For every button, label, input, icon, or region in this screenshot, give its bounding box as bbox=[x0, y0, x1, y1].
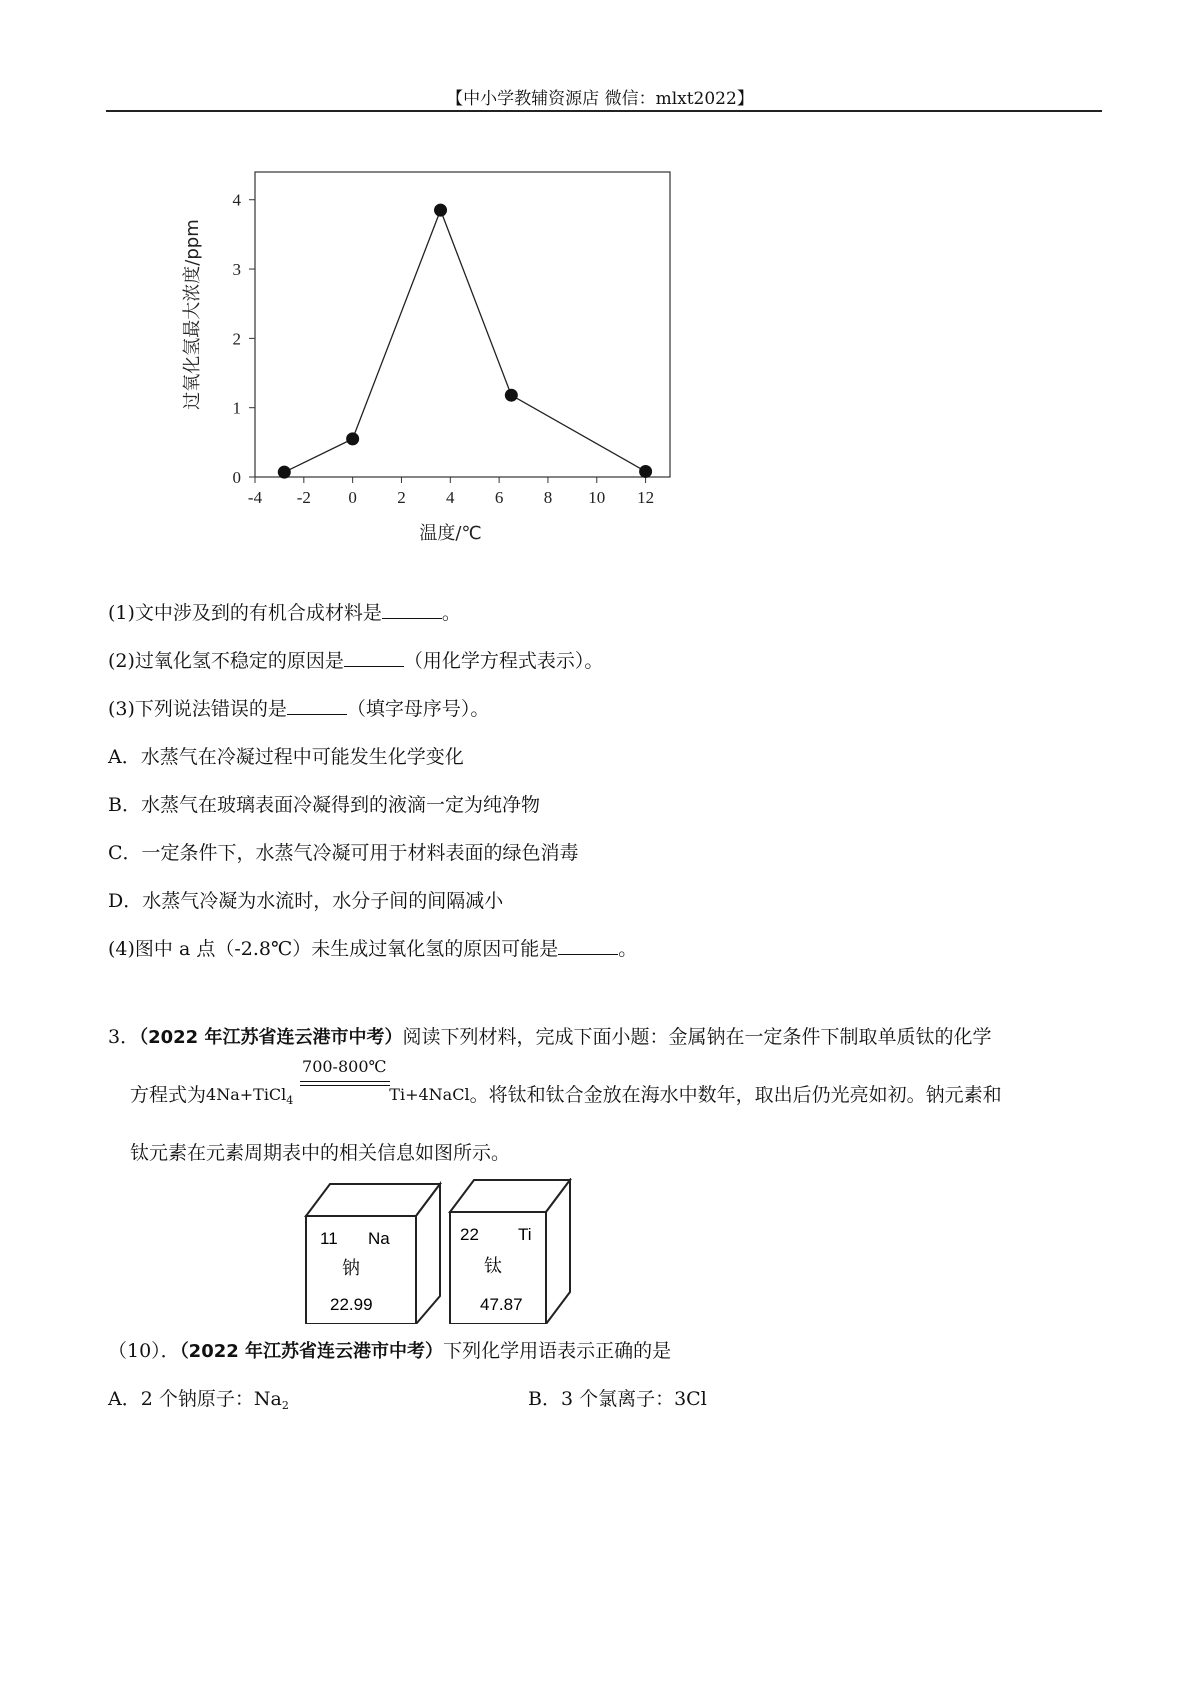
y-tick-label: 0 bbox=[232, 468, 241, 487]
data-point bbox=[639, 465, 652, 478]
x-tick-label: 4 bbox=[446, 488, 455, 507]
x-tick-label: 12 bbox=[637, 488, 655, 507]
y-tick-label: 3 bbox=[232, 260, 241, 280]
data-point bbox=[505, 389, 518, 402]
problem-text: 方程式为 bbox=[130, 1084, 207, 1106]
question-2 bbox=[108, 646, 603, 673]
header-rule bbox=[106, 110, 1102, 112]
page-header: 【中小学教辅资源店 微信：mlxt2022】 bbox=[446, 89, 754, 109]
x-tick-label: 0 bbox=[348, 488, 357, 507]
option-a: A．水蒸气在冷凝过程中可能发生化学变化 bbox=[108, 746, 464, 768]
x-axis-label: 温度/℃ bbox=[419, 523, 482, 544]
atomic-number: 11 bbox=[320, 1229, 338, 1248]
element-name: 钛 bbox=[484, 1256, 502, 1277]
question-1 bbox=[108, 598, 461, 625]
question-text: 下列化学用语表示正确的是 bbox=[443, 1340, 672, 1362]
element-symbol: Na bbox=[368, 1229, 390, 1248]
data-point bbox=[278, 466, 291, 479]
x-tick-label: -4 bbox=[247, 488, 263, 507]
option-d: D．水蒸气冷凝为水流时，水分子间的间隔减小 bbox=[108, 890, 504, 912]
chart-svg bbox=[170, 160, 690, 580]
y-tick-label: 1 bbox=[232, 398, 241, 418]
question-4-text: (4)图中 a 点（-2.8℃）未生成过氧化氢的原因可能是 bbox=[108, 938, 559, 960]
x-tick-label: 10 bbox=[588, 488, 606, 507]
y-tick-label: 2 bbox=[232, 329, 241, 349]
x-tick-label: 8 bbox=[543, 488, 553, 507]
answer-blank bbox=[287, 700, 347, 715]
element-cube-na bbox=[306, 1184, 440, 1324]
question-2-end: （用化学方程式表示）。 bbox=[403, 650, 604, 672]
problem-3-line-3: 钛元素在元素周期表中的相关信息如图所示。 bbox=[130, 1142, 511, 1164]
reaction-condition: 700-800℃ bbox=[302, 1057, 387, 1076]
x-tick-label: 2 bbox=[397, 488, 406, 507]
element-cube-ti bbox=[450, 1180, 570, 1324]
answer-blank bbox=[558, 940, 618, 955]
question-3-end: （填字母序号）。 bbox=[346, 698, 490, 720]
problem-text: 阅读下列材料，完成下面小题：金属钠在一定条件下制取单质钛的化学 bbox=[402, 1026, 992, 1048]
option-b: B．水蒸气在玻璃表面冷凝得到的液滴一定为纯净物 bbox=[108, 794, 540, 816]
question-10 bbox=[108, 1336, 671, 1363]
answer-blank bbox=[344, 652, 404, 667]
x-tick-label: 6 bbox=[494, 488, 504, 507]
equals-sign bbox=[300, 1081, 390, 1086]
question-2-text: (2)过氧化氢不稳定的原因是 bbox=[108, 650, 344, 672]
problem-text: 。将钛和钛合金放在海水中数年，取出后仍光亮如初。钠元素和 bbox=[469, 1084, 1002, 1106]
data-point bbox=[346, 432, 359, 445]
question-source: （2022 年江苏省连云港市中考） bbox=[179, 1341, 444, 1362]
element-symbol: Ti bbox=[518, 1225, 532, 1244]
question-1-end: 。 bbox=[441, 602, 461, 624]
y-axis-label: 过氧化氢最大浓度/ppm bbox=[182, 219, 203, 410]
subscript: 4 bbox=[286, 1094, 294, 1107]
x-tick-label: -2 bbox=[296, 488, 311, 507]
option-c: C．一定条件下，水蒸气冷凝可用于材料表面的绿色消毒 bbox=[108, 842, 579, 864]
chemical-equation bbox=[206, 1057, 470, 1107]
atomic-mass: 47.87 bbox=[480, 1295, 523, 1314]
equation-reactants: 4Na+TiCl bbox=[206, 1085, 287, 1104]
element-cubes-svg bbox=[300, 1178, 600, 1324]
element-name: 钠 bbox=[342, 1258, 360, 1279]
question-4-end: 。 bbox=[618, 938, 638, 960]
problem-number: 3． bbox=[108, 1026, 140, 1048]
question-3-text: (3)下列说法错误的是 bbox=[108, 698, 287, 720]
equation-products: Ti+4NaCl bbox=[389, 1085, 470, 1104]
line-chart bbox=[170, 160, 690, 580]
answer-blank bbox=[382, 604, 442, 619]
question-1-text: (1)文中涉及到的有机合成材料是 bbox=[108, 602, 382, 624]
problem-3-line-1 bbox=[108, 1022, 991, 1049]
question-3 bbox=[108, 694, 489, 721]
q10-option-b: B．3 个氯离子：3Cl bbox=[528, 1388, 707, 1410]
element-cells-figure bbox=[300, 1178, 600, 1324]
question-4 bbox=[108, 934, 637, 961]
option-text: A．2 个钠原子：Na bbox=[108, 1388, 282, 1410]
y-tick-label: 4 bbox=[232, 190, 241, 210]
series-line bbox=[284, 210, 645, 472]
data-point bbox=[434, 204, 447, 217]
atomic-number: 22 bbox=[460, 1225, 479, 1244]
plot-frame bbox=[255, 172, 670, 477]
subscript: 2 bbox=[281, 1399, 289, 1412]
problem-3-line-2 bbox=[130, 1057, 1002, 1107]
problem-source: （2022 年江苏省连云港市中考） bbox=[139, 1027, 403, 1048]
question-number: （10）． bbox=[108, 1340, 180, 1362]
atomic-mass: 22.99 bbox=[330, 1295, 373, 1314]
q10-option-a bbox=[108, 1384, 289, 1412]
